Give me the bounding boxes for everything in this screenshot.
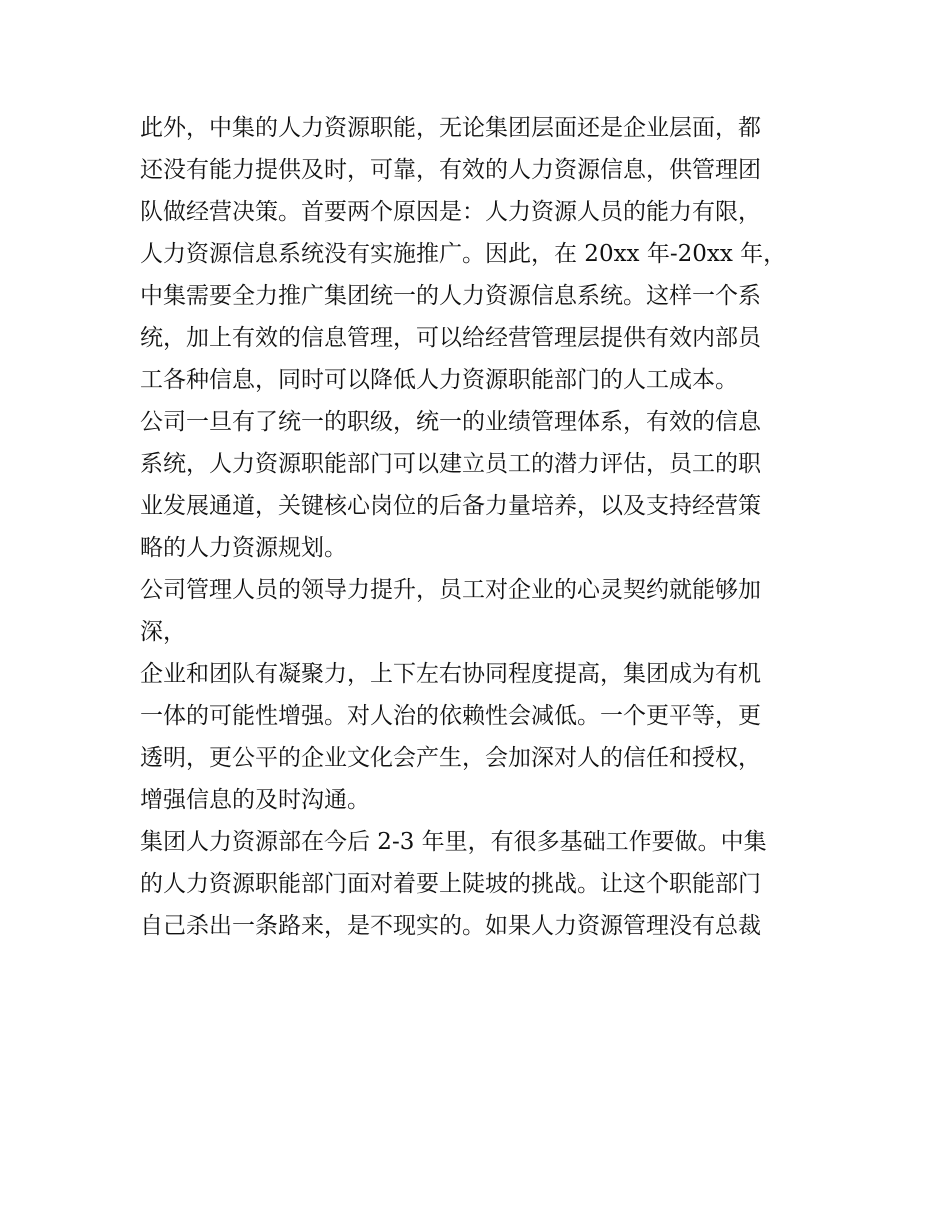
text-line: 自己杀出一条路来，是不现实的。如果人力资源管理没有总裁 (140, 913, 761, 939)
text-line: 增强信息的及时沟通。 (140, 787, 370, 813)
text-line: 略的人力资源规划。 (140, 535, 347, 561)
text-line: 一体的可能性增强。对人治的依赖性会减低。一个更平等，更 (140, 703, 761, 729)
text-line: 集团人力资源部在今后 2-3 年里，有很多基础工作要做。中集 (140, 829, 767, 855)
text-line: 工各种信息，同时可以降低人力资源职能部门的人工成本。 (140, 367, 738, 393)
document-body (140, 108, 816, 948)
text-line: 公司管理人员的领导力提升，员工对企业的心灵契约就能够加 (140, 577, 761, 603)
text-line: 中集需要全力推广集团统一的人力资源信息系统。这样一个系 (140, 283, 761, 309)
text-line: 此外，中集的人力资源职能，无论集团层面还是企业层面，都 (140, 115, 761, 141)
text-line: 公司一旦有了统一的职级，统一的业绩管理体系，有效的信息 (140, 409, 761, 435)
text-line: 深， (140, 619, 186, 645)
text-line: 系统，人力资源职能部门可以建立员工的潜力评估，员工的职 (140, 451, 761, 477)
text-line: 队做经营决策。首要两个原因是：人力资源人员的能力有限， (140, 199, 761, 225)
text-line: 人力资源信息系统没有实施推广。因此，在 20xx 年-20xx 年， (140, 241, 787, 267)
text-line: 还没有能力提供及时，可靠，有效的人力资源信息，供管理团 (140, 157, 761, 183)
text-line: 透明，更公平的企业文化会产生，会加深对人的信任和授权， (140, 745, 761, 771)
text-line: 的人力资源职能部门面对着要上陡坡的挑战。让这个职能部门 (140, 871, 761, 897)
text-line: 业发展通道，关键核心岗位的后备力量培养，以及支持经营策 (140, 493, 761, 519)
text-line: 统，加上有效的信息管理，可以给经营管理层提供有效内部员 (140, 325, 761, 351)
text-line: 企业和团队有凝聚力，上下左右协同程度提高，集团成为有机 (140, 661, 761, 687)
